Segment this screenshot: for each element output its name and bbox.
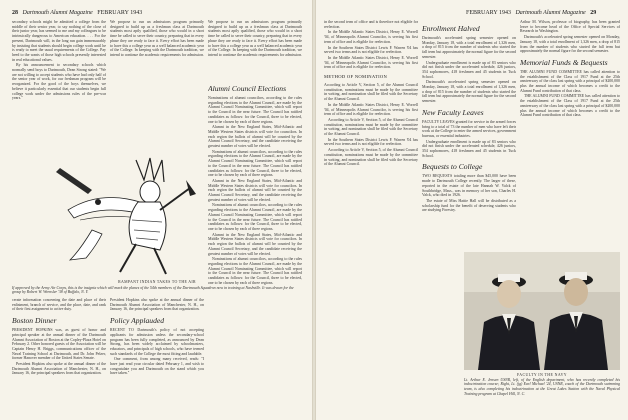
memorial-funds-heading: Memorial Funds & Bequests xyxy=(520,57,608,67)
article-paragraph: THE ALUMNI FUND COMMITTEE has called attention to the establishment of the Class of 1917 Fund at the 25th anniversary of the class last spring with a principal of $200,000 plus the annual income of which becomes a credit to the Alumni Fund contribution of that class. xyxy=(520,69,620,93)
article-paragraph: TWO BEQUESTS totaling more than $45,000 have been made to Dartmouth College recently. The larger of these, reported in the estate of the late Hannah W. Valck of Southbridge, Mass., was in memory of her son, Charles H. Valck, who died in 1926. xyxy=(422,174,516,198)
article-paragraph: Alumni in the New England States, Mid-Atlantic and Middle Western States districts will vote for councilors. In each region the ballots of alumni will be counted by the Alumni Council Secretary, and the candidate receiving the greatest number of votes will be elected. xyxy=(208,232,302,256)
right-magazine-title: Dartmouth Alumni Magazine xyxy=(515,10,586,16)
article-paragraph: Alumni in the New England States, Mid-Atlantic and Middle Western States districts will vote for councilors. In each region the ballots of alumni will be counted by the Alumni Council Secretary, and the candidate receiving the greatest number of votes will be elected. xyxy=(208,178,302,202)
method-of-nomination-heading: METHOD OF NOMINATION xyxy=(324,74,388,80)
article-paragraph: cerate information concerning the date and place of their enlistment, branch of service, and the place, date, and rank of their first assignment to active duty. xyxy=(12,298,106,312)
article-paragraph: Undergraduate enrollment is made up of 83 seniors who did not finish under the accelerated schedule, 426 juniors, 354 sophomores, 418 freshmen and 45 students in Tuck School. xyxy=(422,139,516,158)
illustration-caption xyxy=(12,280,302,295)
article-paragraph: President Hopkins also spoke at the annual dinner of the Dartmouth Alumni Association of Manchester, N. H., on January 16, the principal speakers from that organization. xyxy=(110,298,204,312)
article-paragraph: PRESIDENT HOPKINS was, as guest of honor and principal speaker at the annual dinner of the Dartmouth Alumni Association of Boston at the Copley-Plaza Hotel on February 2. Other honored guests of the Association will be Captain Henry H. Briggs, communications officer of the Naval Training School at Dartmouth, and Dr. John Pelzer, former Hanover member of the United States Senate. xyxy=(12,328,106,361)
article-paragraph: Nominations of alumni councilors, according to the rules regarding elections to the Alumni Council, are made by the Alumni Council Nominating Committee, which will report to the Council in the near future. The Council has ratified candidates as follows: for the Council, three to be elected, one to be chosen by each of three regions. xyxy=(208,203,302,231)
left-issue-month: FEBRUARY 1943 xyxy=(97,10,143,16)
article-paragraph: In the Southern States District Lewis F. Warren '04 has served two terms and is not eligible for reelection. xyxy=(324,45,418,55)
rampant-indian-illustration xyxy=(40,150,208,278)
right-col3 xyxy=(520,20,620,248)
article-paragraph: in the second term of office and is therefore not eligible for reelection. xyxy=(324,20,418,29)
illustration-caption-text: If approved by the Army Air Corps, this is the insignia which will mark the planes of the 54th members of the Dartmouth Squadron now in training at Nashville. It was drawn for the group by Robert W. Wrensler '38 of Buffalo, N. Y. xyxy=(12,285,294,295)
left-col2-top xyxy=(110,20,204,148)
left-running-header xyxy=(12,10,142,16)
article-paragraph: In the Middle Atlantic States District, Henry E. Worrell '04, of Minneapolis Alumni Councilor, is serving his first term of office and is eligible for reelection. xyxy=(324,30,418,44)
bequests-heading: Bequests to College xyxy=(422,162,483,172)
officers-photo-drawing xyxy=(464,252,620,370)
article-paragraph: FACULTY LEAVES granted for service in the armed forces bring to a total of 73 the number of men who have left their work at the College to enter the armed services, government bureaus, or essential industries. xyxy=(422,119,516,138)
right-col1 xyxy=(324,20,418,415)
article-paragraph: Nominations of alumni councilors, according to the rules regarding elections to the Alumni Council, are made by the Alumni Council Nominating Committee, which will report to the Council in the near future. The Council has ratified candidates as follows: for the Council, three to be elected, one to be chosen by each of three regions. xyxy=(208,149,302,178)
article-paragraph: Dartmouth's accelerated spring semester opened on Monday, January 18, with a total enrollment of 1,326 men, a drop of 815 from the number of students who started the fall term but approximately the normal figure for the second semester. xyxy=(422,36,516,59)
indian-insignia-drawing xyxy=(40,150,208,278)
article-paragraph: President Hopkins also spoke at the annual dinner of the Dartmouth Alumni Association of Manchester, N. H., on January 16, the principal speakers from that organization. xyxy=(12,362,106,376)
alumni-council-elections-heading: Alumni Council Elections xyxy=(208,84,287,93)
article-paragraph: RECENT TO Dartmouth's policy of not accepting applicants for admission unless the secondary-school program has been fully completed, as announced by Dean Strong, has been widely acclaimed by schoolmasters, educators, and principals of high schools, who have termed such standards of the College the most fitting and laudable. xyxy=(110,328,204,356)
article-paragraph: Undergraduate enrollment is made up of 83 seniors who did not finish under the accelerated schedule, 426 juniors, 354 sophomores, 418 freshmen and 45 students in Tuck School. xyxy=(422,60,516,79)
article-paragraph: Alumni in the New England States, Mid-Atlantic and Middle Western States districts will vote for councilors. In each region the ballots of alumni will be counted by the Alumni Council Secretary, and the candidate receiving the greatest number of votes will be elected. xyxy=(208,125,302,149)
boston-dinner-heading: Boston Dinner xyxy=(12,316,57,326)
photo-caption xyxy=(464,373,620,397)
left-col2-bottom xyxy=(110,298,204,416)
article-paragraph: The estate of Miss Hattie Hall will be distributed as a scholarship fund for the benefit of deserving students who are studying Forestry. xyxy=(422,198,516,213)
photo-caption-text: Lt. Arthur E. Jensen USNR, left, of the English department, who has recently completed his indoctrination course; Right, Lt. (jg) Earl Michael '24, USNR, coach of the Dartmouth swimming team, is also completing his indoctrination at the Great Lakes Station with the Naval Physical Training program at Chapel Hill, N. C. xyxy=(464,377,620,396)
left-col3 xyxy=(208,20,302,415)
enrollment-halved-heading: Enrollment Halved xyxy=(422,24,480,33)
article-paragraph: In the Southern States District Lewis F. Warren '04 has served two terms and is not eligible for reelection. xyxy=(324,137,418,147)
right-page xyxy=(316,0,628,420)
article-paragraph: In the Middle Atlantic States District, Henry E. Worrell '04, of Minneapolis Alumni Councilor, is serving his first term of office and is eligible for reelection. xyxy=(324,102,418,117)
article-paragraph: In the Middle Atlantic States District, Henry E. Worrell '04, of Minneapolis Alumni Councilor, is serving his first term of office and is eligible for reelection. xyxy=(324,55,418,70)
policy-applauded-heading: Policy Applauded xyxy=(110,316,165,326)
article-paragraph: According to Article V, Section 5, of the Alumni Council constitution, nominations must be made by the committee in writing, and nomination shall be filed with the Secretary of the Alumni Council. xyxy=(324,148,418,167)
left-col1-bottom xyxy=(12,298,106,416)
right-issue-month: FEBRUARY 1943 xyxy=(466,10,511,16)
left-page xyxy=(0,0,312,420)
article-paragraph: We propose to run an admissions program primarily designed to build up as a freshman class at Dartmouth students most aptly qualified, those who would in a short time be called to serve their country, preparing that in every phase they are ready to face it. Every effort has been made to have this a college year as a well balanced academic year of the College. In keeping with the Dartmouth tradition, we intend to continue the academic requirements for admission. xyxy=(110,20,204,57)
article-paragraph: THE ALUMNI FUND COMMITTEE has called attention to the establishment of the Class of 1917 Fund at the 25th anniversary of the class last spring with a principal of $200,000 plus the annual income of which becomes a credit to the Alumni Fund contribution of that class. xyxy=(520,94,620,118)
left-col1-top xyxy=(12,20,106,170)
right-page-number: 29 xyxy=(590,10,597,16)
article-paragraph: By his announcement to secondary schools which normally send boys to Dartmouth, Dean Strong stated: "We are not willing to accept students who have had only half of the senior year of work, for our freshman program will be reorganized. For the good of the boys themselves, we believe it particularly essential that our students begin full college work under the admissions rules of the pre-war years." xyxy=(12,63,106,101)
navy-faculty-photo xyxy=(464,252,620,370)
article-paragraph: One comment, from among many received, reads: "I have just read your circular dated February 1, and wish to congratulate you and Dartmouth on the stand which you have taken." xyxy=(110,357,204,376)
article-paragraph: We propose to run an admissions program primarily designed to build up as a freshman class at Dartmouth students most aptly qualified, those who would in a short time be called to serve their country, preparing that in every phase they are ready to face it. Every effort has been made to have this a college year as a well balanced academic year of the College. In keeping with the Dartmouth tradition, we intend to continue the academic requirements for admission. xyxy=(208,20,302,57)
photo-caption-title: FACULTY IN THE NAVY xyxy=(516,373,567,377)
article-paragraph: Dartmouth's accelerated spring semester opened on Monday, January 18, with a total enrollment of 1,326 men, a drop of 815 from the number of students who started the fall term but approximately the normal figure for the second semester. xyxy=(422,80,516,104)
article-paragraph: According to Article V, Section 5, of the Alumni Council constitution, nominations must be made by the committee in writing, and nomination shall be filed with the Secretary of the Alumni Council. xyxy=(324,117,418,137)
illustration-caption-title: RAMPANT INDIAN TAKES TO THE AIR xyxy=(118,280,196,284)
article-paragraph: According to Article V, Section 5, of the Alumni Council constitution, nominations must be made by the committee in writing, and nomination shall be filed with the Secretary of the Alumni Council. xyxy=(324,83,418,102)
new-faculty-leaves-heading: New Faculty Leaves xyxy=(422,107,484,117)
left-magazine-title: Dartmouth Alumni Magazine xyxy=(22,10,93,16)
left-page-number: 28 xyxy=(12,10,18,16)
article-paragraph: Nominations of alumni councilors, according to the rules regarding elections to the Alumni Council, are made by the Alumni Council Nominating Committee, which will report to the Council in the near future. The Council has ratified candidates as follows: for the Council, three to be elected, one to be chosen by each of three regions. xyxy=(208,257,302,285)
article-paragraph: Arthur M. Wilson, professor of biography, has been granted leave to become head of the Office of Special Services of Research in Washington. xyxy=(520,20,620,34)
article-paragraph: Nominations of alumni councilors, according to the rules regarding elections to the Alumni Council, are made by the Alumni Council Nominating Committee, which will report to the Council in the near future. The Council has ratified candidates as follows: for the Council, three to be elected, one to be chosen by each of three regions. xyxy=(208,96,302,124)
right-running-header xyxy=(466,10,596,16)
article-paragraph: secondary schools might be admitted a college from the middle of their senior year, to say nothing of the close of their junior year, has seemed to me and my colleagues to be intrinsically dangerous to American education. . . . For the present, Dartmouth will, in the long run gain immeasurably by insisting that students should begin college work until he is ready to meet the usual requirements of the College. Pay heed to the wants of those high schools presently interested in real educational values. xyxy=(12,20,106,62)
article-paragraph: Dartmouth's accelerated spring semester opened on Monday, January 18, with a total enrollment of 1,326 men, a drop of 815 from the number of students who started the fall term but approximately the normal figure for the second semester. xyxy=(520,35,620,54)
